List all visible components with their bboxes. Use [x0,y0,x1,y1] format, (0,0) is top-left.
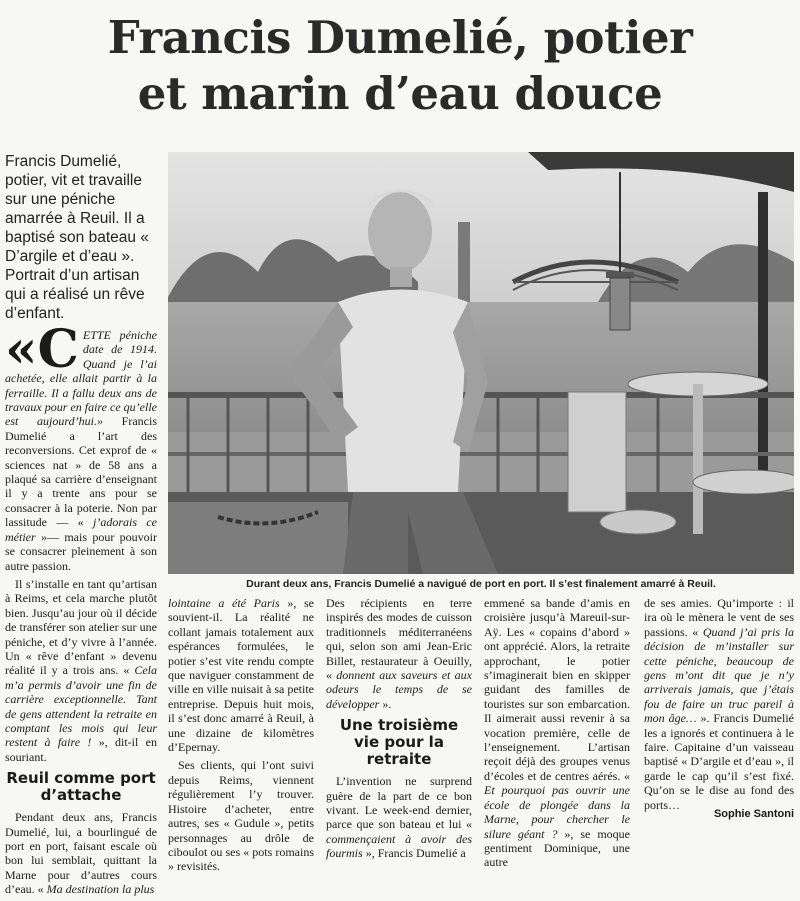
col1-paragraph-1 [5,319,158,573]
col1-paragraph-2 [5,577,157,764]
col3-p2-italic: commençaient à avoir des fourmis [326,831,472,861]
article-column-5 [644,596,794,816]
col1-p2-end: », dit-il en souriant. [5,735,157,764]
col3-text-end: ». [382,696,392,711]
col5-text: de ses amies. Qu’importe : il ira où le mènera le vent de ses passions. « [644,596,794,639]
opening-quote-mark: « [5,319,38,380]
article-column-1 [5,319,158,901]
col3-paragraph-1 [326,596,472,711]
col3-p2-text: L’invention ne surprend guère de la part de ce bon vivant. Le week-end dernier, parce que son bateau et lui « [326,774,472,832]
drop-cap-letter: C [37,319,79,380]
col4-paragraph-1 [484,596,630,870]
col2-paragraph-2: Ses clients, qui l’ont suivi depuis Reims, viennent régulièrement l’y trouver. Histoire d’acheter, entre autres, ses « Gudule », petits personnages au drôle de ciboulot ou ses « pots romains » revisités. [168,758,314,874]
author-signature: Sophie Santoni [713,808,794,820]
article-column-2 [168,596,314,878]
headline-line-2: et marin d’eau douce [137,67,663,120]
col1-text: Francis Dumelié a l’art des reconversions. Cet exprof de « sciences nat » de 58 ans a plaqué sa carrière d’enseignant il y a trente ans pour se consacrer à la poterie. Non par lassitude — « [5,414,158,530]
col1-p2-italic: Cela m’a permis d’avoir une fin de carrière exceptionnelle. Tant de gens attendent la retraite en comptant les mois qui leur restent à faire ! [5,663,157,750]
col1-text-end: »— mais pour pouvoir se consacrer pleinement à son autre passion. [5,529,157,573]
photo-caption: Durant deux ans, Francis Dumelié a navigué de port en port. Il s’est finalement amarré à Reuil. [246,578,716,590]
col4-italic: Et pourquoi pas ouvrir une école de plongée dans la Marne, pour chercher le silure géant ? [484,783,630,841]
col4-text: emmené sa bande d’amis en croisière jusqu’à Mareuil-sur-Aÿ. Les « copains d’abord » ont apprécié. Alors, la retraite approchant, le potier s’imaginerait bien en skipper guidant des familles de touristes sur son embarcation. Il aimerait aussi revenir à sa vocation première, celle de l’enseignement. L’artisan reçoit déjà des groupes venus d’écoles et de centres aérés. « [484,596,630,783]
drop-cap [5,319,79,380]
col1-p3-text: Pendant deux ans, Francis Dumelié, lui, a bourlingué de port en port, faisant escale où bon lui semblait, quittant la Marne pour d’autres cours d’eau. « [5,810,157,897]
col4-text-end: », se moque gentiment Dominique, une autre [484,826,630,870]
photo-illustration [168,152,794,574]
article-column-3 [326,596,472,865]
col1-paragraph-3 [5,810,157,896]
subhead-reuil: Reuil comme port d’attache [6,769,156,805]
col5-paragraph-1 [644,596,794,812]
col1-p3-italic: Ma destination la plus [43,882,155,897]
article-column-4 [484,596,630,874]
article-intro: Francis Dumelié, potier, vit et travaille sur une péniche amarrée à Reuil. Il a baptisé son bateau « D’argile et d’eau ». Portrait d’un artisan qui a réalisé un rêve d’enfant. [5,153,149,322]
col3-italic: donnent aux saveurs et aux odeurs le temps de se développer [326,668,472,711]
headline-line-1: Francis Dumelié, potier [107,11,693,64]
col5-italic: Quand j’ai pris la décision de m’installer sur cette péniche, beaucoup de gens m’ont dit que je n’y arriverais jamais, que j’étais fou de faire un truc pareil à mon âge… [644,624,795,726]
col2-text: », se souvient-il. La réalité ne collant jamais totalement aux espérances formulées, le potier s’est vite rendu compte que naviguer constamment de ville en ville nuisait à sa petite entreprise. Depuis huit mois, il s’est donc amarré à Reuil, à une dizaine de kilomètres d’Epernay. [168,596,315,755]
col2-italic: lointaine a été Paris [168,596,280,610]
col1-quote-italic-2: j’adorais ce métier [5,515,157,544]
col3-p2-end: », Francis Dumelié a [365,846,466,861]
col1-p2-text: Il s’installe en tant qu’artisan à Reims, et cela marche plutôt bien. Jusqu’au jour où il décide de transférer son atelier sur une péniche, et d’y vivre à l’année. Un « rêve d’enfant » devenu réalité il y a trois ans. « [5,576,157,678]
col2-paragraph-1 [168,596,314,754]
subhead-retraite: Une troisième vie pour la retraite [339,716,459,769]
col3-text: Des récipients en terre inspirés des modes de cuisson traditionnels méditerranéens qui, selon son ami Jean-Eric Billet, restaurateur à Oeuilly, « [326,596,472,683]
col1-quote-italic: ETTE péniche date de 1914. Quand je l’ai achetée, elle allait partir à la ferraille. Il a fallu deux ans de travaux pour en faire ce qu’elle est aujourd’hui.» [5,328,157,429]
col3-paragraph-2 [326,774,472,860]
article-photo [168,152,794,574]
headline [0,10,800,122]
col5-text-end: ». Francis Dumelié les a ignorés et continuera à le faire. Capitaine d’un vaisseau baptisé « D’argile et d’eau », il garde le cap qu’il s’est fixé. Qu’on se le dise au fond des ports… [644,711,794,812]
